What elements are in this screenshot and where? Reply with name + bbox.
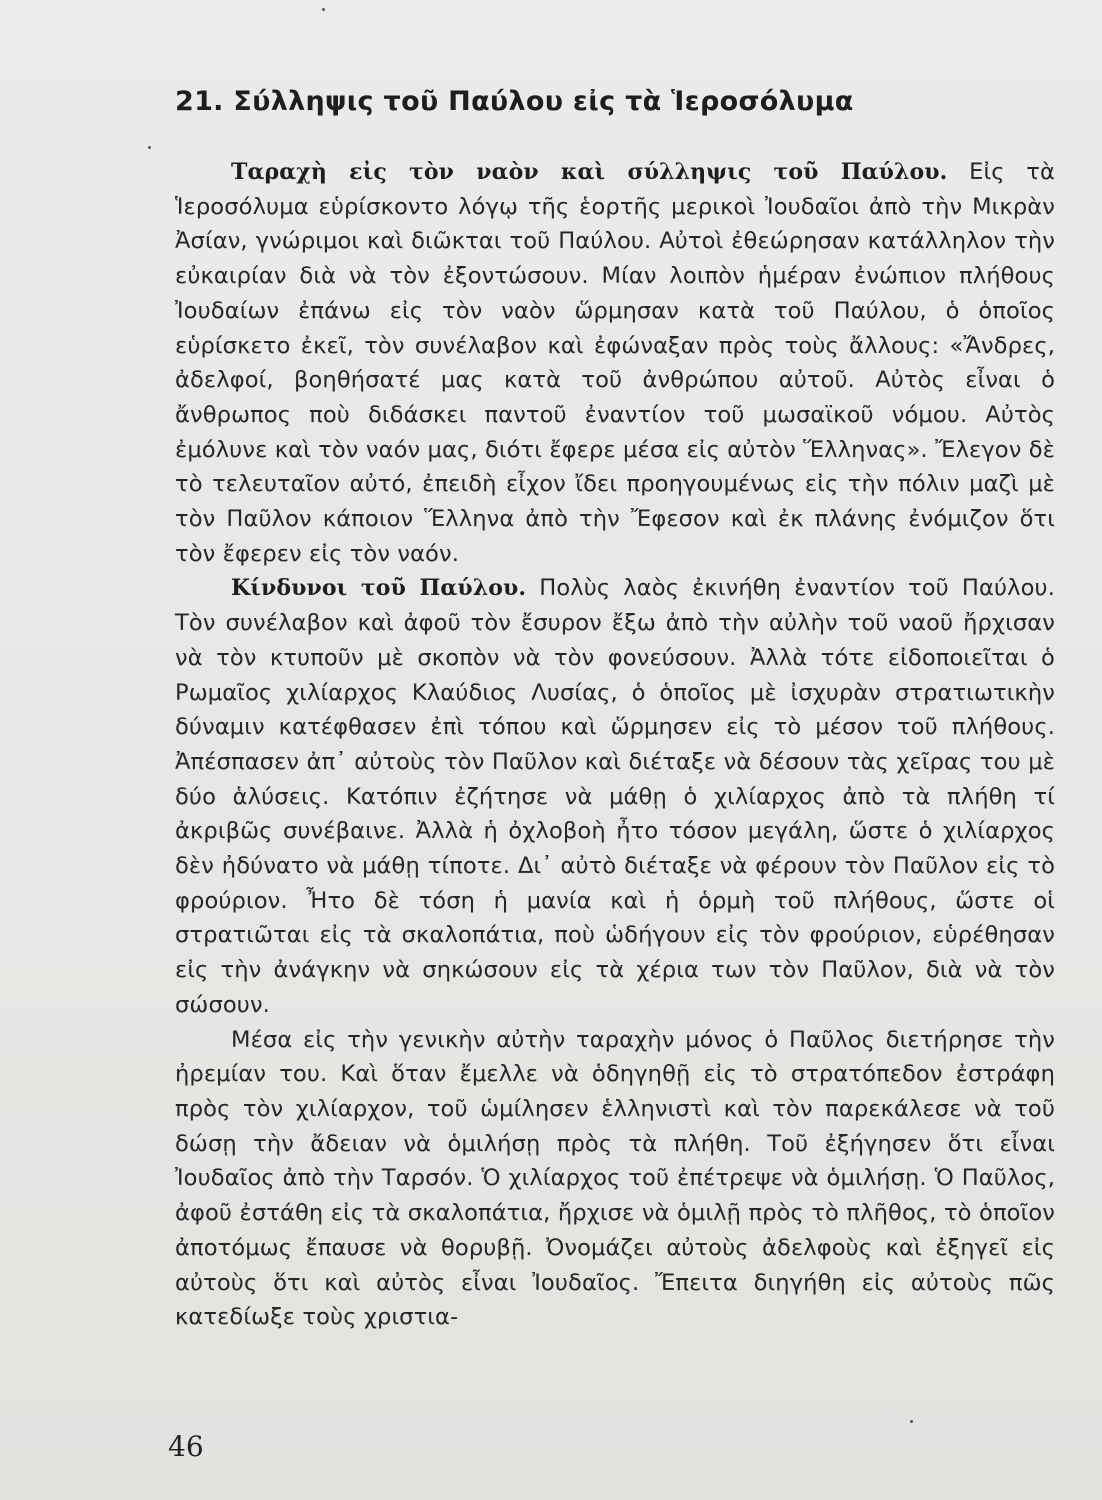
section-heading-dangers: Κίνδυνοι τοῦ Παύλου. (231, 575, 527, 602)
paragraph-dangers-of-paul (175, 571, 1055, 1022)
paper-speck (322, 8, 325, 11)
paragraph-text: Μέσα εἰς τὴν γενικὴν αὐτὴν ταραχὴν μόνος ὁ Παῦλος διετήρησε τὴν ἠρεμίαν του. Καὶ ὅταν ἔμελλε νὰ ὁδηγηθῇ εἰς τὸ στρατόπεδον ἐστράφη πρὸς τὸν χιλίαρχον, τοῦ ὡμίλησεν ἑλληνιστὶ καὶ τὸν παρεκάλεσε νὰ τοῦ δώσῃ τὴν ἄδειαν νὰ ὁμιλήσῃ πρὸς τὰ πλήθη. Τοῦ ἐξήγησεν ὅτι εἶναι Ἰουδαῖος ἀπὸ τὴν Ταρσόν. Ὁ χιλίαρχος τοῦ ἐπέτρεψε νὰ ὁμιλήσῃ. Ὁ Παῦλος, ἀφοῦ ἐστάθη εἰς τὰ σκαλοπάτια, ἤρχισε νὰ ὁμιλῇ πρὸς τὸ πλῆθος, τὸ ὁποῖον ἀποτόμως ἔπαυσε νὰ θορυβῇ. Ὀνομάζει αὐτοὺς ἀδελφοὺς καὶ ἐξηγεῖ εἰς αὐτοὺς ὅτι καὶ αὐτὸς εἶναι Ἰουδαῖος. Ἔπειτα διηγήθη εἰς αὐτοὺς πῶς κατεδίωξε τοὺς χριστια- (175, 1026, 1055, 1331)
chapter-title: 21. Σύλληψις τοῦ Παύλου εἰς τὰ Ἱεροσόλυμα (175, 86, 854, 117)
paragraph-text: Εἰς τὰ Ἱεροσόλυμα εὑρίσκοντο λόγῳ τῆς ἑορτῆς μερικοὶ Ἰουδαῖοι ἀπὸ τὴν Μικρὰν Ἀσίαν, γνώριμοι καὶ διῶκται τοῦ Παύλου. Αὐτοὶ ἐθεώρησαν κατάλληλον τὴν εὐκαιρίαν διὰ νὰ τὸν ἐξοντώσουν. Μίαν λοιπὸν ἡμέραν ἐνώπιον πλήθους Ἰουδαίων ἐπάνω εἰς τὸν ναὸν ὥρμησαν κατὰ τοῦ Παύλου, ὁ ὁποῖος εὑρίσκετο ἐκεῖ, τὸν συνέλαβον καὶ ἐφώναξαν πρὸς τοὺς ἄλλους: «Ἄνδρες, ἀδελφοί, βοηθήσατέ μας κατὰ τοῦ ἀνθρώπου αὐτοῦ. Αὐτὸς εἶναι ὁ ἄνθρωπος ποὺ διδάσκει παντοῦ ἐναντίον τοῦ μωσαϊκοῦ νόμου. Αὐτὸς ἐμόλυνε καὶ τὸν ναόν μας, διότι ἔφερε μέσα εἰς αὐτὸν Ἕλληνας». Ἔλεγον δὲ τὸ τελευταῖον αὐτό, ἐπειδὴ εἶχον ἴδει προηγουμένως εἰς τὴν πόλιν μαζὶ μὲ τὸν Παῦλον κάποιον Ἕλληνα ἀπὸ τὴν Ἔφεσον καὶ ἐκ πλάνης ἐνόμιζον ὅτι τὸν ἔφερεν εἰς τὸν ναόν. (175, 159, 1055, 567)
section-heading-temple-riot: Ταραχὴ εἰς τὸν ναὸν καὶ σύλληψις τοῦ Παύλου. (231, 159, 948, 185)
paragraph-paul-speaks (175, 1023, 1055, 1335)
paper-speck (148, 146, 151, 149)
body-text (175, 155, 1055, 1335)
paragraph-arrest-in-temple (175, 155, 1055, 571)
paragraph-text: Πολὺς λαὸς ἐκινήθη ἐναντίον τοῦ Παύλου. Τὸν συνέλαβον καὶ ἀφοῦ τὸν ἔσυρον ἔξω ἀπὸ τὴν αὐλὴν τοῦ ναοῦ ἤρχισαν νὰ τὸν κτυποῦν μὲ σκοπὸν νὰ τὸν φονεύσουν. Ἀλλὰ τότε εἰδοποιεῖται ὁ Ρωμαῖος χιλίαρχος Κλαύδιος Λυσίας, ὁ ὁποῖος μὲ ἰσχυρὰν στρατιωτικὴν δύναμιν κατέφθασεν ἐπὶ τόπου καὶ ὥρμησεν εἰς τὸ μέσον τοῦ πλήθους. Ἀπέσπασεν ἀπ᾽ αὐτοὺς τὸν Παῦλον καὶ διέταξε νὰ δέσουν τὰς χεῖρας του μὲ δύο ἁλύσεις. Κατόπιν ἐζήτησε νὰ μάθῃ ὁ χιλίαρχος ἀπὸ τὰ πλήθη τί ἀκριβῶς συνέβαινε. Ἀλλὰ ἡ ὀχλοβοὴ ἦτο τόσον μεγάλη, ὥστε ὁ χιλίαρχος δὲν ἠδύνατο νὰ μάθῃ τίποτε. Δι᾽ αὐτὸ διέταξε νὰ φέρουν τὸν Παῦλον εἰς τὸ φρούριον. Ἦτο δὲ τόση ἡ μανία καὶ ἡ ὁρμὴ τοῦ πλήθους, ὥστε οἱ στρατιῶται εἰς τὰ σκαλοπάτια, ποὺ ὡδήγουν εἰς τὸν φρούριον, εὑρέθησαν εἰς τὴν ἀνάγκην νὰ σηκώσουν εἰς τὰ χέρια των τὸν Παῦλον, διὰ νὰ τὸν σώσουν. (175, 575, 1056, 1018)
paper-speck (910, 1420, 913, 1423)
page-number: 46 (168, 1430, 204, 1463)
